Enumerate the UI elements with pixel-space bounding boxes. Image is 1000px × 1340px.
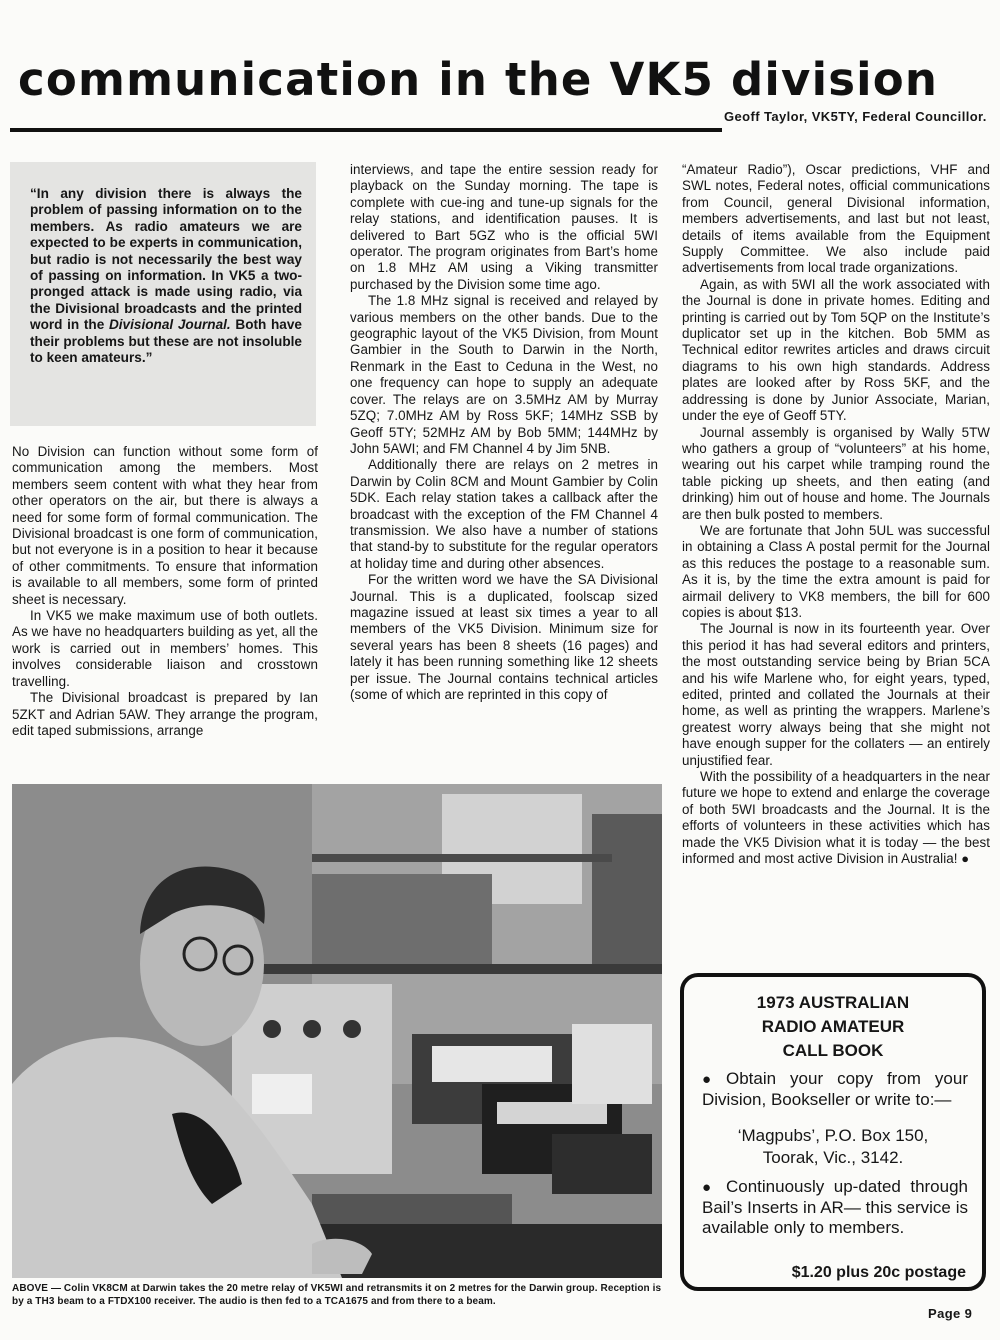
paragraph: Additionally there are relays on 2 metres in Darwin by Colin 8CM and Mount Gambier by Colin 5DK. Each relay station takes a callback after the broadcast with the exception of the FM Channel 4 transmission. We also have a number of stations that stand-by to substitute for the regular operators at holiday time and during other absences. [350,457,658,571]
paragraph: The Journal is now in its fourteenth year. Over this period it has had several editors and printers, the most outstanding service being by Brian 5CA and his wife Marlene who, for eight years, typed, edited, printed and collated the Journals at their home, as well as printing the wrappers. Marlene’s greatest worry always being that she might not have enough supper for the collaters — an entirely unjustified fear. [682,621,990,768]
title-rule [10,128,722,132]
paragraph: In VK5 we make maximum use of both outlets. As we have no headquarters building as yet, all the work is carried out in members’ homes. This involves considerable liaison and crosstown travelling. [12,608,318,689]
pull-quote-part: “In any division there is always the problem of passing information on to the members. As radio amateurs we are expected to be experts in communication, but radio is not necessarily the best way of passing on information. In VK5 a two-pronged attack is made using radio, via the Divisional broadcasts and the printed word in the [30,186,302,333]
paragraph: We are fortunate that John 5UL was successful in obtaining a Class A postal permit for the Journal as this reduces the postage to a reasonable sum. As it is, by the time the extra amount is paid for airmail delivery to VK8 members, the bill for 600 copies is about $13. [682,522,990,620]
paragraph-final [682,769,990,867]
radio-station-photo [12,784,662,1278]
byline: Geoff Taylor, VK5TY, Federal Councillor. [724,109,987,124]
page-number: Page 9 [928,1306,973,1321]
article-column-3 [682,162,990,867]
paragraph: Journal assembly is organised by Wally 5TW who gathers a group of “volunteers” at his home, wearing out his carpet while tramping round the table picking up sheets, and then eating (and drinking) him out of house and home. The Journals are then bulk posted to members. [682,424,990,522]
callbook-advert [680,973,986,1291]
pull-quote-box [10,162,316,426]
article-title: communication in the VK5 division [18,53,939,106]
pull-quote-text [30,186,302,366]
paragraph: The 1.8 MHz signal is received and relayed by various members on the other bands. Due to the geographic layout of the VK5 Division, from Mount Gambier in the South to Darwin in the North, Renmark in the East to Ceduna in the West, no one frequency can hope to supply an adequate cover. The relays are on 3.5MHz AM by Murray 5ZQ; 7.0MHz AM by Ross 5KF; 14MHz SSB by Geoff 5TY; 52MHz AM by Bob 5MM; 144MHz by John 5AWI; and FM Channel 4 by Jim 5NB. [350,293,658,456]
paragraph: Again, as with 5WI all the work associated with the Journal is done in private homes. Editing and printing is carried out by Tom 5QP on the Institute’s duplicator set up in the kitchen. Bob 5MM as Technical editor rewrites articles and draws circuit diagrams to his own high standards. Address plates are looked after by Ross 5KF, and the addressing is done by Junior Associate, Marian, under the eye of Geoff 5TY. [682,276,990,424]
pull-quote-part: Both have their problems but these are not insoluble to keen amateurs.” [30,317,302,366]
advert-price: $1.20 plus 20c postage [791,1264,966,1281]
advert-item-text: Obtain your copy from your Division, Bookseller or write to:— [702,1069,968,1109]
paragraph: The Divisional broadcast is prepared by Ian 5ZKT and Adrian 5AW. They arrange the program, edit taped submissions, arrange [12,690,318,738]
paragraph: interviews, and tape the entire session ready for playback on the Sunday morning. The tape is complete with cue-ing and tune-up signals for the relay stations, and identification pauses. It is delivered to Bart 5GZ who is the official 5WI operator. The program originates from Bart’s home on 1.8 MHz AM using a Viking transmitter purchased by the Division some time ago. [350,162,658,292]
advert-item-updates [702,1177,968,1238]
end-of-article-bullet: ● [961,851,970,867]
bullet-icon: ● [702,1071,712,1088]
bullet-icon: ● [702,1179,712,1196]
advert-item-text: Continuously up-dated through Bail’s Inserts in AR— this service is available only to members. [702,1177,968,1237]
advert-item-obtain [702,1069,968,1110]
paragraph: No Division can function without some form of communication among the members. Most members seem content with what they hear from other operators on the air, but there is always a need for some form of formal communication. The Divisional broadcast is one form of communication, but not everyone is in a position to hear it because of other commitments. To ensure that information is available to all members, some form of printed sheet is necessary. [12,444,318,607]
pull-quote-journal-title: Divisional Journal. [108,317,231,333]
advert-title: 1973 AUSTRALIAN RADIO AMATEUR CALL BOOK [756,993,910,1060]
paragraph: For the written word we have the SA Divisional Journal. This is a duplicated, foolscap sized magazine issued at least six times a year to all members of the VK5 Division. Minimum size for several years has been 8 sheets (16 pages) and lately it has been running something like 12 sheets per issue. The Journal contains technical articles (some of which are reprinted in this copy of [350,572,658,702]
photo-caption: ABOVE — Colin VK8CM at Darwin takes the 20 metre relay of VK5WI and retransmits it on 2 metres for the Darwin group. Reception is by a TH3 beam to a FTDX100 receiver. The audio is then fed to a TCA1675 and from there to a beam. [12,1283,662,1307]
paragraph-final-text: With the possibility of a headquarters in the near future we hope to extend and enlarge the coverage of both 5WI broadcasts and the Journal. It is the efforts of volunteers in these activities which has made the VK5 Division what it is today — the best informed and most active Division in Australia! [682,769,990,867]
advert-address: ‘Magpubs’, P.O. Box 150, Toorak, Vic., 3142. [737,1126,929,1167]
article-column-2 [350,162,658,703]
paragraph: “Amateur Radio”), Oscar predictions, VHF and SWL notes, Federal notes, official communications from Council, general Divisional information, members advertisements, and last but not least, details of items available from the Equipment Supply Committee. We also include paid advertisements from local trade organizations. [682,162,990,276]
article-column-1 [12,444,318,739]
